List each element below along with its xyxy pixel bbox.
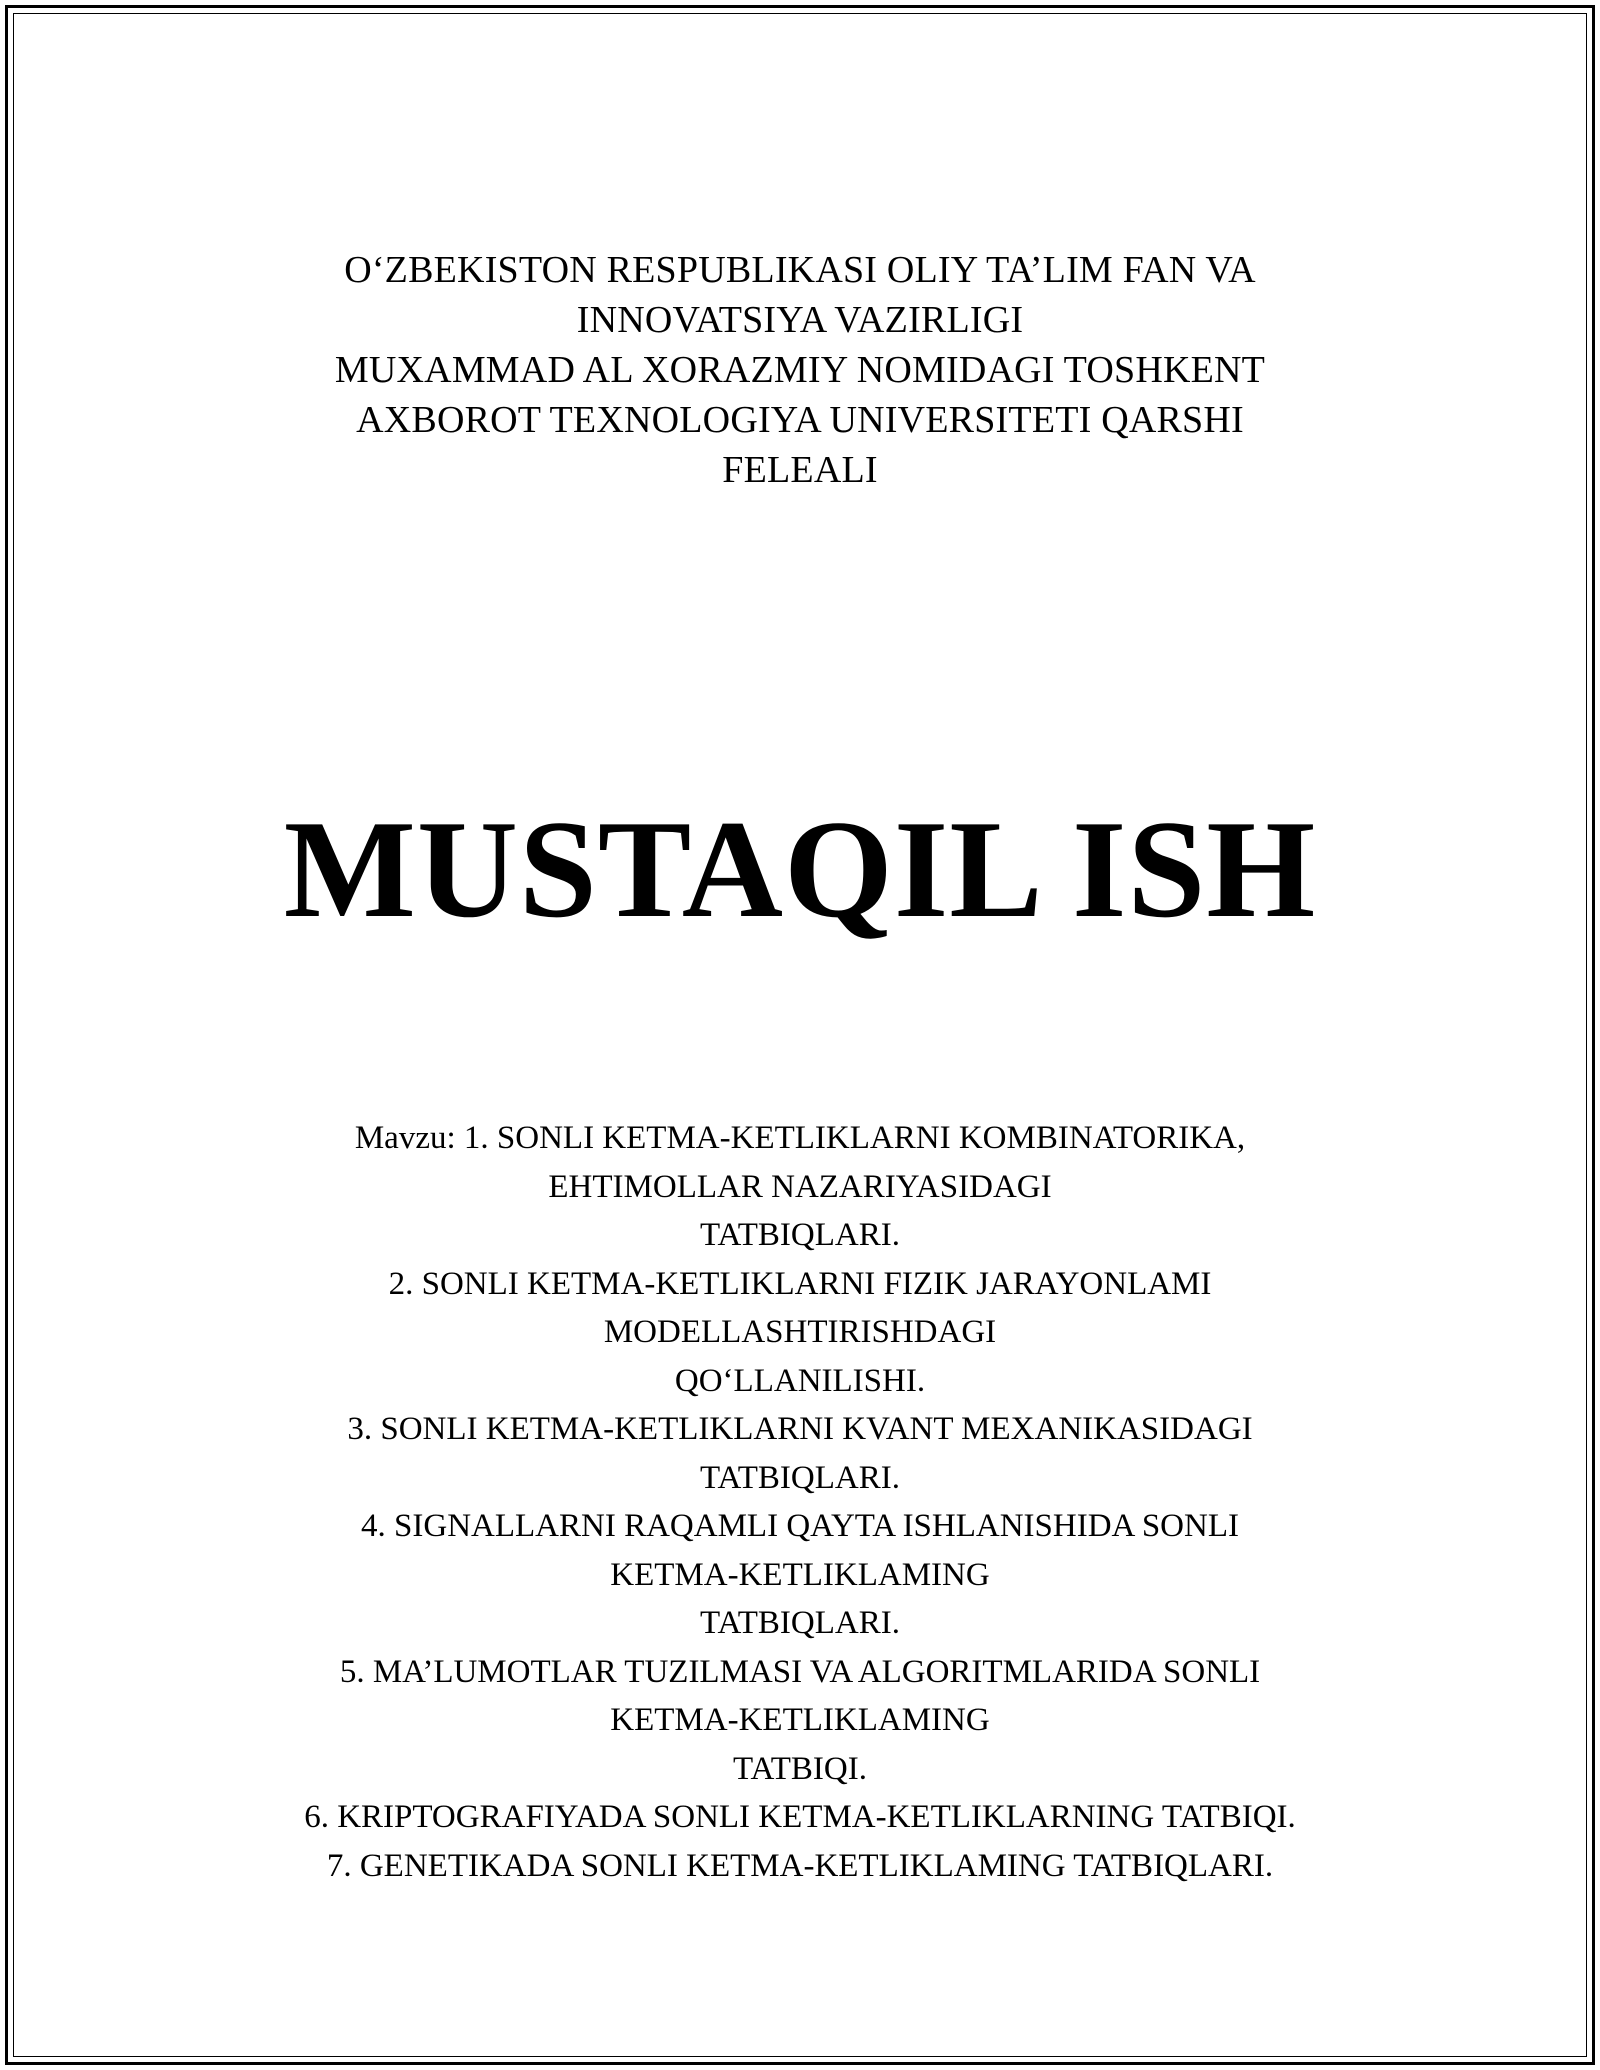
topic-list [150, 1114, 1450, 1890]
header-line: FELEALI [722, 449, 878, 491]
header-line: MUXAMMAD AL XORAZMIY NOMIDAGI TOSHKENT [334, 349, 1266, 391]
header-line: INNOVATSIYA VAZIRLIGI [576, 299, 1024, 341]
header-line: AXBOROT TEXNOLOGIYA UNIVERSITETI QARSHI [356, 399, 1244, 441]
topic-line: MODELLASHTIRISHDAGI [603, 1314, 997, 1350]
topic-line: QO‘LLANILISHI. [674, 1362, 926, 1399]
topic-line: 7. GENETIKADA SONLI KETMA-KETLIKLAMING TATBIQLARI. [326, 1847, 1274, 1884]
topic-line: TATBIQLARI. [700, 1459, 900, 1496]
topic-line: KETMA-KETLIKLAMING [610, 1556, 990, 1593]
topic-line: 2. SONLI KETMA-KETLIKLARNI FIZIK JARAYONLAMI [388, 1265, 1212, 1302]
topic-line: TATBIQI. [733, 1750, 867, 1787]
topic-line: TATBIQLARI. [700, 1217, 900, 1253]
topic-line: 4. SIGNALLARNI RAQAMLI QAYTA ISHLANISHIDA SONLI [361, 1508, 1239, 1544]
header-line: O‘ZBEKISTON RESPUBLIKASI OLIY TA’LIM FAN VA [344, 249, 1256, 291]
institution-header [180, 245, 1420, 495]
topic-line: 5. MA’LUMOTLAR TUZILMASI VA ALGORITMLARIDA SONLI [339, 1653, 1261, 1690]
topic-line: KETMA-KETLIKLAMING [610, 1702, 990, 1738]
topic-line: EHTIMOLLAR NAZARIYASIDAGI [548, 1168, 1052, 1205]
topic-line: 3. SONLI KETMA-KETLIKLARNI KVANT MEXANIKASIDAGI [347, 1411, 1253, 1447]
topic-line: 6. KRIPTOGRAFIYADA SONLI KETMA-KETLIKLARNING TATBIQI. [304, 1799, 1296, 1835]
document-title: MUSTAQIL ISH [283, 792, 1317, 947]
topic-line: Mavzu: 1. SONLI KETMA-KETLIKLARNI KOMBINATORIKA, [354, 1120, 1246, 1156]
topic-line: TATBIQLARI. [700, 1605, 900, 1641]
